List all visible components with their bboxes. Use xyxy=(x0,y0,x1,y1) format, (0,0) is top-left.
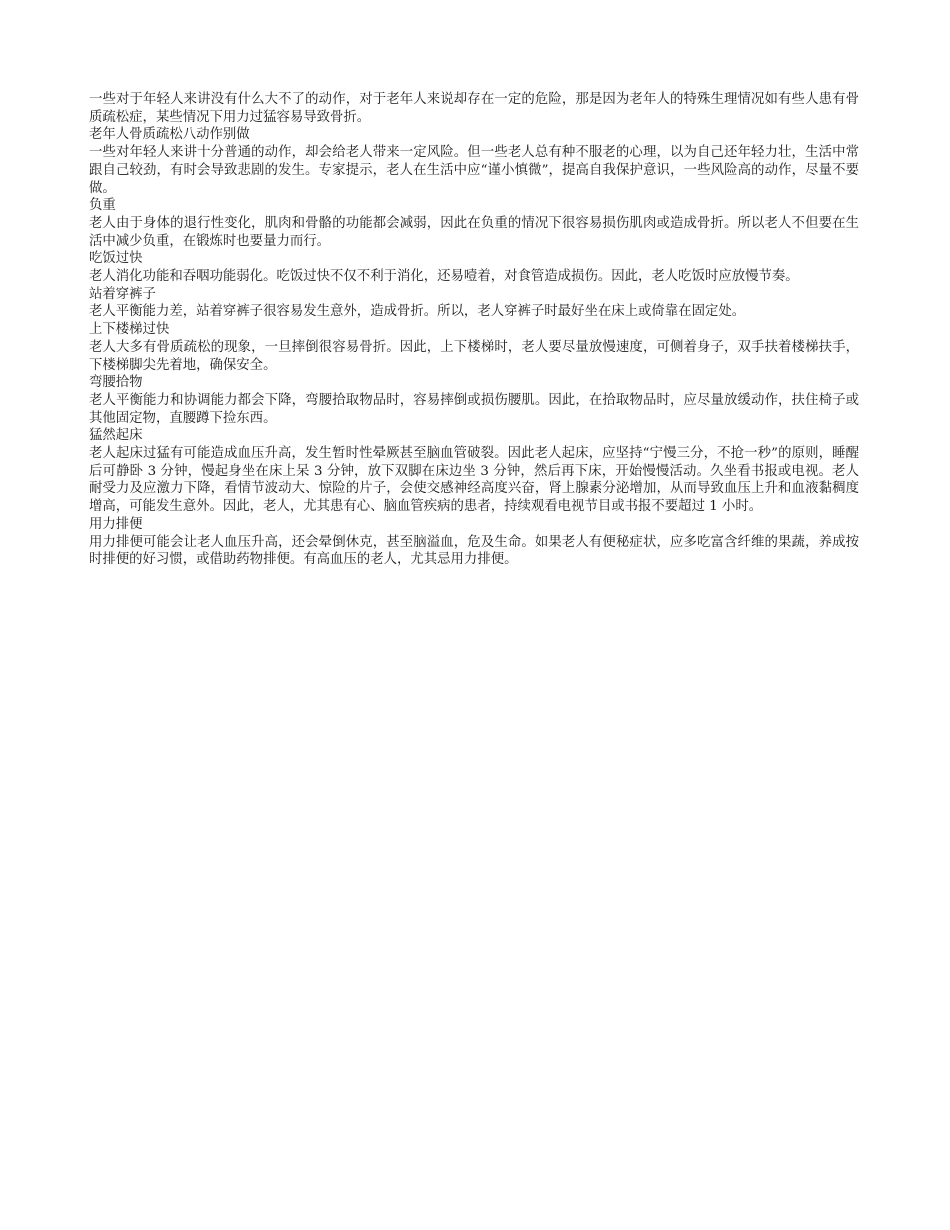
section-body-stairs: 老人大多有骨质疏松的现象，一旦摔倒很容易骨折。因此，上下楼梯时，老人要尽量放慢速度，可侧着身子，双手扶着楼梯扶手，下楼梯脚尖先着地，确保安全。 xyxy=(89,339,859,373)
document-page xyxy=(89,91,859,569)
section-body-straining: 用力排便可能会让老人血压升高，还会晕倒休克，甚至脑溢血，危及生命。如果老人有便秘症状，应多吃富含纤维的果蔬，养成按时排便的好习惯，或借助药物排便。有高血压的老人，尤其忌用力排便。 xyxy=(89,534,859,568)
section-heading-sudden-rising: 猛然起床 xyxy=(89,428,143,444)
section-heading-weight: 负重 xyxy=(89,198,116,214)
section-body-bending: 老人平衡能力和协调能力都会下降，弯腰拾取物品时，容易摔倒或损伤腰肌。因此，在拾取物品时，应尽量放缓动作，扶住椅子或其他固定物，直腰蹲下捡东西。 xyxy=(89,392,859,426)
section-body-sudden-rising: 老人起床过猛有可能造成血压升高，发生暂时性晕厥甚至脑血管破裂。因此老人起床，应坚持“宁慢三分，不抢一秒”的原则，睡醒后可静卧 3 分钟，慢起身坐在床上呆 3 分钟，放下双脚在床边坐 3 分钟，然后再下床，开始慢慢活动。久坐看书报或电视。老人耐受力及应激力下降，看情节波动大、惊险的片子，会使交感神经高度兴奋，肾上腺素分泌增加，从而导致血压上升和血液黏稠度增高，可能发生意外。因此，老人，尤其患有心、脑血管疾病的患者，持续观看电视节目或书报不要超过 1 小时。 xyxy=(89,446,859,515)
article-title: 老年人骨质疏松八动作别做 xyxy=(89,127,250,143)
section-heading-straining: 用力排便 xyxy=(89,516,143,532)
section-body-eating-fast: 老人消化功能和吞咽功能弱化。吃饭过快不仅不利于消化，还易噎着，对食管造成损伤。因此，老人吃饭时应放慢节奏。 xyxy=(89,269,799,285)
section-heading-bending: 弯腰拾物 xyxy=(89,375,143,391)
lead-paragraph: 一些对年轻人来讲十分普通的动作，却会给老人带来一定风险。但一些老人总有种不服老的心理，以为自己还年轻力壮，生活中常跟自己较劲，有时会导致悲剧的发生。专家提示，老人在生活中应“谨小慎微”，提高自我保护意识，一些风险高的动作，尽量不要做。 xyxy=(89,145,859,196)
section-heading-standing-pants: 站着穿裤子 xyxy=(89,286,156,302)
section-body-standing-pants: 老人平衡能力差，站着穿裤子很容易发生意外，造成骨折。所以，老人穿裤子时最好坐在床上或倚靠在固定处。 xyxy=(89,304,746,320)
intro-paragraph: 一些对于年轻人来讲没有什么大不了的动作，对于老年人来说却存在一定的危险，那是因为老年人的特殊生理情况如有些人患有骨质疏松症，某些情况下用力过猛容易导致骨折。 xyxy=(89,92,859,125)
section-heading-eating-fast: 吃饭过快 xyxy=(89,251,143,267)
section-heading-stairs: 上下楼梯过快 xyxy=(89,322,170,338)
section-body-weight: 老人由于身体的退行性变化，肌肉和骨骼的功能都会减弱，因此在负重的情况下很容易损伤肌肉或造成骨折。所以老人不但要在生活中减少负重，在锻炼时也要量力而行。 xyxy=(89,215,859,249)
